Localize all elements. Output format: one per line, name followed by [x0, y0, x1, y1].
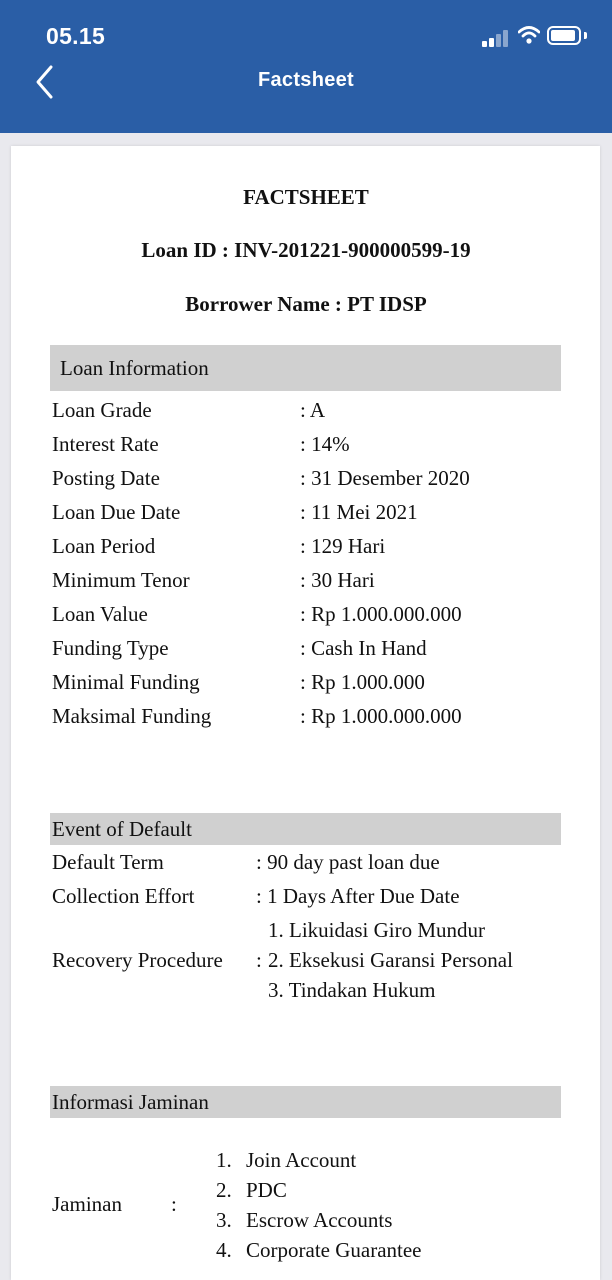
default-term-label: Default Term: [52, 850, 164, 874]
page-title: Factsheet: [257, 69, 355, 91]
collection-effort-label: Collection Effort: [52, 884, 195, 908]
recovery-step-2: 2. Eksekusi Garansi Personal: [268, 948, 513, 972]
factsheet-title: FACTSHEET: [243, 185, 369, 209]
wifi-icon: [518, 25, 540, 45]
minimal-funding-value: : Rp 1.000.000: [300, 670, 425, 694]
minimal-funding-label: Minimal Funding: [52, 670, 200, 694]
jaminan-label: Jaminan: [52, 1192, 122, 1216]
app-bar: [0, 0, 612, 133]
posting-date-label: Posting Date: [52, 466, 160, 490]
jaminan-item-4: Corporate Guarantee: [246, 1238, 422, 1262]
minimum-tenor-label: Minimum Tenor: [52, 568, 190, 592]
jaminan-item-2-number: 2.: [216, 1178, 232, 1202]
section-header-event-of-default: Event of Default: [50, 813, 561, 845]
jaminan-item-3: Escrow Accounts: [246, 1208, 393, 1232]
recovery-step-1: 1. Likuidasi Giro Mundur: [268, 918, 485, 942]
maksimal-funding-value: : Rp 1.000.000.000: [300, 704, 462, 728]
loan-period-value: : 129 Hari: [300, 534, 386, 558]
battery-icon: [547, 26, 581, 45]
interest-rate-value: : 14%: [300, 432, 350, 456]
cellular-signal-icon: [482, 27, 512, 47]
status-time: 05.15: [46, 23, 106, 49]
battery-nub: [584, 32, 587, 39]
loan-grade-label: Loan Grade: [52, 398, 152, 422]
loan-grade-value: : A: [300, 398, 326, 422]
collection-effort-value: : 1 Days After Due Date: [256, 884, 460, 908]
loan-due-date-label: Loan Due Date: [52, 500, 181, 524]
borrower-name: Borrower Name : PT IDSP: [185, 292, 427, 316]
jaminan-item-4-number: 4.: [216, 1238, 232, 1262]
recovery-procedure-label: Recovery Procedure: [52, 948, 223, 972]
default-term-value: : 90 day past loan due: [256, 850, 440, 874]
loan-value-label: Loan Value: [52, 602, 148, 626]
jaminan-item-1: Join Account: [246, 1148, 357, 1172]
loan-period-label: Loan Period: [52, 534, 156, 558]
interest-rate-label: Interest Rate: [52, 432, 159, 456]
jaminan-item-3-number: 3.: [216, 1208, 232, 1232]
funding-type-label: Funding Type: [52, 636, 169, 660]
recovery-step-3: 3. Tindakan Hukum: [268, 978, 436, 1002]
loan-due-date-value: : 11 Mei 2021: [300, 500, 418, 524]
section-header-informasi-jaminan: Informasi Jaminan: [50, 1086, 561, 1118]
loan-value-value: : Rp 1.000.000.000: [300, 602, 462, 626]
minimum-tenor-value: : 30 Hari: [300, 568, 375, 592]
jaminan-colon: :: [171, 1192, 177, 1216]
jaminan-item-1-number: 1.: [216, 1148, 232, 1172]
recovery-procedure-colon: :: [256, 948, 262, 972]
funding-type-value: : Cash In Hand: [300, 636, 427, 660]
maksimal-funding-label: Maksimal Funding: [52, 704, 212, 728]
section-header-loan-information: Loan Information: [50, 345, 561, 391]
jaminan-item-2: PDC: [246, 1178, 287, 1202]
loan-id: Loan ID : INV-201221-900000599-19: [141, 238, 471, 262]
posting-date-value: : 31 Desember 2020: [300, 466, 470, 490]
